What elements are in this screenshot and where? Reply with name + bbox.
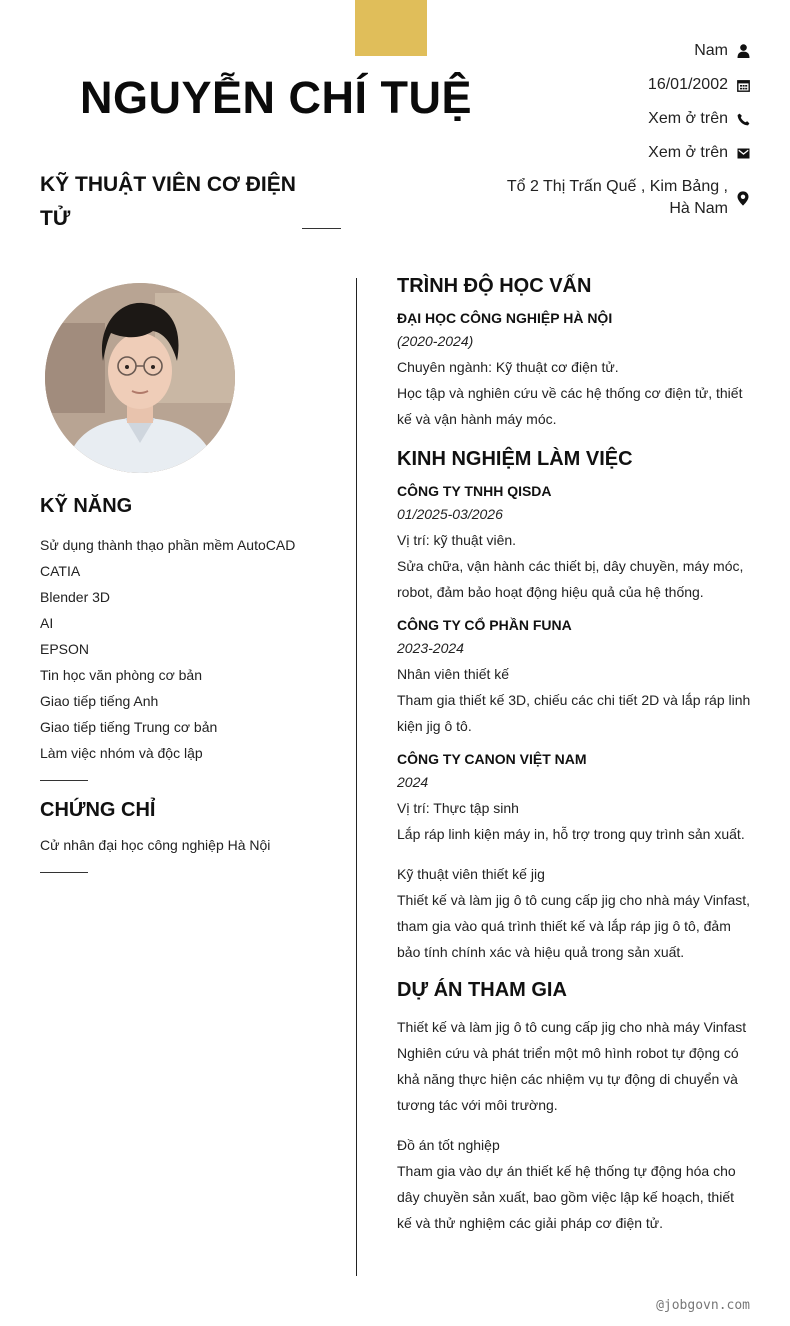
skill-item: Tin học văn phòng cơ bản (40, 667, 202, 683)
profile-photo (45, 283, 235, 473)
certificate-item: Cử nhân đại học công nghiệp Hà Nội (40, 837, 271, 853)
job-description: Tham gia thiết kế 3D, chiếu các chi tiết 2D và lắp ráp linh kiện jig ô tô. (397, 692, 751, 734)
contact-address (480, 176, 750, 220)
job-role: Vị trí: kỹ thuật viên. (397, 532, 517, 548)
job-entry (397, 861, 752, 965)
job-description: Sửa chữa, vận hành các thiết bị, dây chuyền, máy móc, robot, đảm bảo hoạt động hiệu quả của hệ thống. (397, 558, 744, 600)
candidate-name: NGUYỄN CHÍ TUỆ (80, 72, 473, 123)
skill-item: CATIA (40, 563, 81, 579)
skills-divider (40, 780, 88, 781)
title-divider (302, 228, 341, 229)
project-description: Nghiên cứu và phát triển một mô hình robot tự động có khả năng thực hiện các nhiệm vụ tự động di chuyển và tương tác với môi trường. (397, 1045, 739, 1113)
contact-email (480, 142, 750, 164)
skill-item: Sử dụng thành thạo phần mềm AutoCAD (40, 537, 296, 553)
job-period: 2024 (397, 774, 429, 790)
school-name: ĐẠI HỌC CÔNG NGHIỆP HÀ NỘI (397, 310, 613, 326)
job-role: Nhân viên thiết kế (397, 666, 510, 682)
skill-item: Giao tiếp tiếng Anh (40, 693, 159, 709)
certificates-divider (40, 872, 88, 873)
calendar-icon (736, 78, 750, 92)
experience-heading: KINH NGHIỆM LÀM VIỆC (397, 448, 633, 470)
gender-text: Nam (694, 42, 728, 59)
company-name: CÔNG TY CỔ PHẦN FUNA (397, 617, 572, 633)
job-description: Lắp ráp linh kiện máy in, hỗ trợ trong quy trình sản xuất. (397, 826, 745, 842)
skills-heading: KỸ NĂNG (40, 495, 133, 517)
project-description: Tham gia vào dự án thiết kế hệ thống tự động hóa cho dây chuyền sản xuất, bao gồm việc lập kế hoạch, thiết kế và thử nghiệm các giải pháp cơ điện tử. (397, 1163, 736, 1231)
accent-block (355, 0, 427, 56)
job-entry (397, 481, 752, 605)
skill-item: Làm việc nhóm và độc lập (40, 745, 203, 761)
education-heading: TRÌNH ĐỘ HỌC VẤN (397, 275, 592, 297)
left-column (40, 495, 330, 873)
phone-text[interactable]: Xem ở trên (648, 110, 728, 127)
job-entry (397, 615, 752, 739)
certificates-heading: CHỨNG CHỈ (40, 799, 156, 821)
education-period: (2020-2024) (397, 333, 474, 349)
contact-info (480, 40, 750, 232)
birthdate-text: 16/01/2002 (647, 76, 728, 93)
skills-list (40, 532, 330, 766)
skill-item: EPSON (40, 641, 90, 657)
project-title: Đồ án tốt nghiệp (397, 1137, 500, 1153)
skill-item: Blender 3D (40, 589, 111, 605)
person-icon (736, 44, 750, 58)
company-name: CÔNG TY TNHH QISDA (397, 483, 552, 499)
job-period: 2023-2024 (397, 640, 464, 656)
right-column (397, 275, 752, 1246)
watermark: @jobgovn.com (656, 1298, 750, 1313)
contact-gender (480, 40, 750, 62)
email-text[interactable]: Xem ở trên (648, 144, 728, 161)
project-entry (397, 1014, 752, 1118)
job-period: 01/2025-03/2026 (397, 506, 503, 522)
contact-phone (480, 108, 750, 130)
job-role: Vị trí: Thực tập sinh (397, 800, 519, 816)
job-description: Thiết kế và làm jig ô tô cung cấp jig cho nhà máy Vinfast, tham gia vào quá trình thiết kế và lắp ráp jig ô tô, đảm bảo tính chính xác và hiệu quả trong sản xuất. (397, 892, 751, 960)
column-divider (356, 278, 357, 1276)
job-entry (397, 749, 752, 847)
project-title: Thiết kế và làm jig ô tô cung cấp jig cho nhà máy Vinfast (397, 1019, 747, 1035)
projects-heading: DỰ ÁN THAM GIA (397, 979, 567, 1001)
company-name: CÔNG TY CANON VIỆT NAM (397, 751, 587, 767)
address-text: Tổ 2 Thị Trấn Quế , Kim Bảng , Hà Nam (506, 178, 728, 217)
job-role: Kỹ thuật viên thiết kế jig (397, 866, 545, 882)
phone-icon (736, 112, 750, 126)
project-entry (397, 1132, 752, 1236)
education-line: Học tập và nghiên cứu về các hệ thống cơ điện tử, thiết kế và vận hành máy móc. (397, 385, 743, 427)
mail-icon (736, 146, 750, 160)
education-line: Chuyên ngành: Kỹ thuật cơ điện tử. (397, 359, 619, 375)
avatar (45, 283, 235, 473)
contact-birthdate (480, 74, 750, 96)
location-pin-icon (736, 191, 750, 205)
skill-item: AI (40, 615, 54, 631)
skill-item: Giao tiếp tiếng Trung cơ bản (40, 719, 218, 735)
education-entry (397, 308, 752, 432)
job-title: KỸ THUẬT VIÊN CƠ ĐIỆN TỬ (40, 173, 296, 230)
